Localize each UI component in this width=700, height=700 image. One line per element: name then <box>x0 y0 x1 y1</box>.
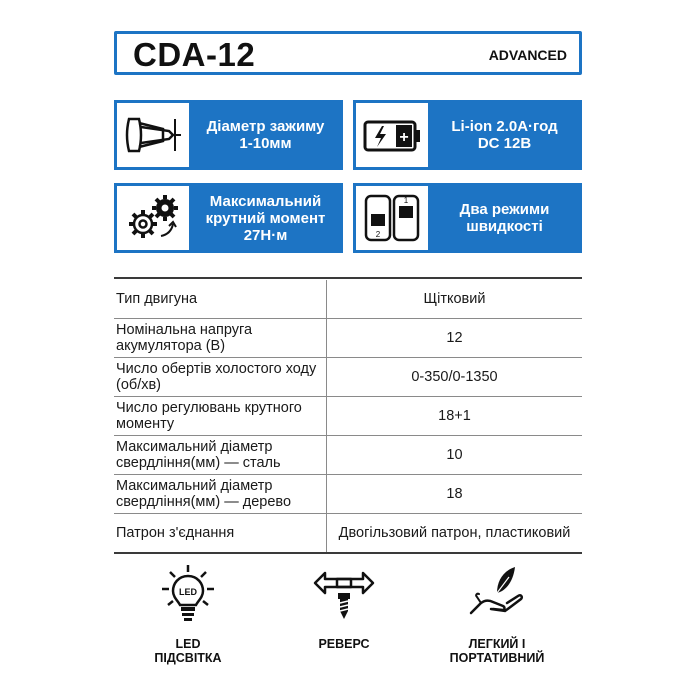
feature-reverse <box>274 563 414 651</box>
feature-label: ПОРТАТИВНИЙ <box>449 651 545 665</box>
feature-lightweight <box>427 563 567 665</box>
tile-line: 27Н·м <box>243 226 288 244</box>
tile-line: DC 12В <box>477 135 532 152</box>
feature-led <box>118 563 258 665</box>
spec-value: 18 <box>327 475 583 514</box>
spec-value: Щітковий <box>327 280 583 319</box>
spec-value: 10 <box>327 436 583 475</box>
tile-line: Два режими <box>459 201 550 218</box>
bulb-text: LED <box>179 587 197 597</box>
feature-tile-torque <box>114 183 343 253</box>
spec-key: Патрон з'єднання <box>114 514 327 554</box>
feature-label: ПІДСВІТКА <box>154 651 222 665</box>
model-header <box>114 31 582 75</box>
feature-tile-chuck <box>114 100 343 170</box>
tile-line: Li-ion 2.0A·год <box>451 118 558 135</box>
hand-feather-icon <box>467 563 527 623</box>
series-name: ADVANCED <box>488 47 567 63</box>
battery-icon <box>362 109 422 161</box>
svg-text:1: 1 <box>403 196 409 205</box>
tile-line: швидкості <box>466 218 543 235</box>
reverse-arrows-icon <box>311 563 377 623</box>
feature-label: РЕВЕРС <box>318 637 370 651</box>
spec-key: Номінальна напруга акумулятора (В) <box>114 319 327 358</box>
feature-label: ЛЕГКИЙ І <box>468 637 526 651</box>
svg-text:+: + <box>399 129 409 146</box>
tile-line: крутний момент <box>205 209 326 227</box>
spec-value: Двогільзовий патрон, пластиковий <box>327 514 583 554</box>
table-row <box>114 358 582 397</box>
gears-icon <box>123 192 183 244</box>
spec-key: Число регулювань крутного моменту <box>114 397 327 436</box>
table-row <box>114 397 582 436</box>
spec-table <box>114 280 582 554</box>
model-name: CDA-12 <box>133 36 256 73</box>
led-bulb-icon <box>158 563 218 623</box>
table-row <box>114 475 582 514</box>
spec-key: Максимальний діаметр свердління(мм) — дерево <box>114 475 327 514</box>
tile-line: Максимальний <box>209 192 322 210</box>
spec-key: Максимальний діаметр свердління(мм) — сталь <box>114 436 327 475</box>
spec-key: Число обертів холостого ходу (об/хв) <box>114 358 327 397</box>
spec-value: 18+1 <box>327 397 583 436</box>
spec-value: 0-350/0-1350 <box>327 358 583 397</box>
tile-line: Діаметр зажиму <box>206 118 325 135</box>
svg-text:2: 2 <box>375 230 381 239</box>
table-row <box>114 280 582 319</box>
gearbox-speeds-icon <box>362 192 422 244</box>
spec-key: Тип двигуна <box>114 280 327 319</box>
feature-label: LED <box>175 637 201 651</box>
feature-tile-battery <box>353 100 582 170</box>
table-row <box>114 319 582 358</box>
table-row <box>114 514 582 554</box>
tile-line: 1-10мм <box>239 135 292 152</box>
table-row <box>114 436 582 475</box>
feature-tile-speeds <box>353 183 582 253</box>
spec-value: 12 <box>327 319 583 358</box>
section-divider <box>114 277 582 279</box>
chuck-icon <box>123 109 183 161</box>
